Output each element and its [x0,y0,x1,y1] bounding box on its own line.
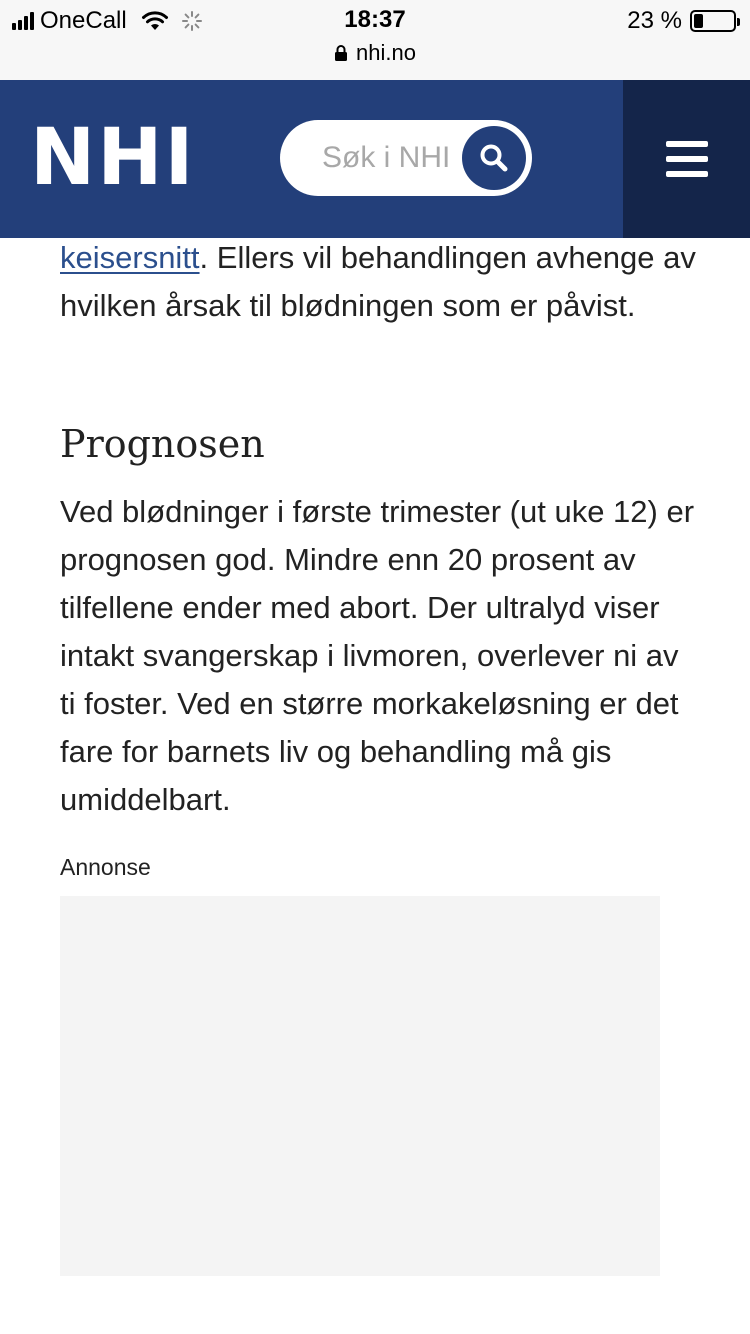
url-text: nhi.no [356,40,416,65]
search-button[interactable] [462,126,526,190]
section-heading: Prognosen [60,422,265,466]
search-bar [280,120,532,196]
intro-text: . Ellers vil behandlingen avhenge av hvilken årsak til blødningen som er påvist. [60,240,696,323]
site-header [0,80,750,238]
ad-label: Annonse [60,854,151,880]
status-time: 18:37 [344,6,406,33]
battery-percent: 23 % [627,7,682,34]
lock-icon [334,44,348,62]
prognosis-paragraph: Ved blødninger i første trimester (ut uke 12) er prognosen god. Mindre enn 20 prosent av tilfellene ender med abort. Der ultralyd viser intakt svangerskap i livmoren, overlever ni av ti foster. Ved en større morkakeløsning er det fare for barnets liv og behandling må gis umiddelbart. [60,494,695,817]
status-bar [0,0,750,80]
hamburger-icon [666,141,708,177]
menu-button[interactable] [623,80,750,238]
intro-paragraph [60,234,700,330]
status-right [627,6,736,36]
search-icon [478,142,510,174]
keisersnitt-link[interactable]: keisersnitt [60,240,200,275]
site-logo[interactable]: NHI [30,113,196,203]
search-input[interactable] [280,120,470,196]
article-content [60,238,700,1276]
ad-placeholder [60,896,660,1276]
battery-icon [690,10,736,32]
battery-fill [694,14,703,28]
carrier-name: OneCall [40,7,127,34]
address-bar[interactable] [0,40,750,66]
